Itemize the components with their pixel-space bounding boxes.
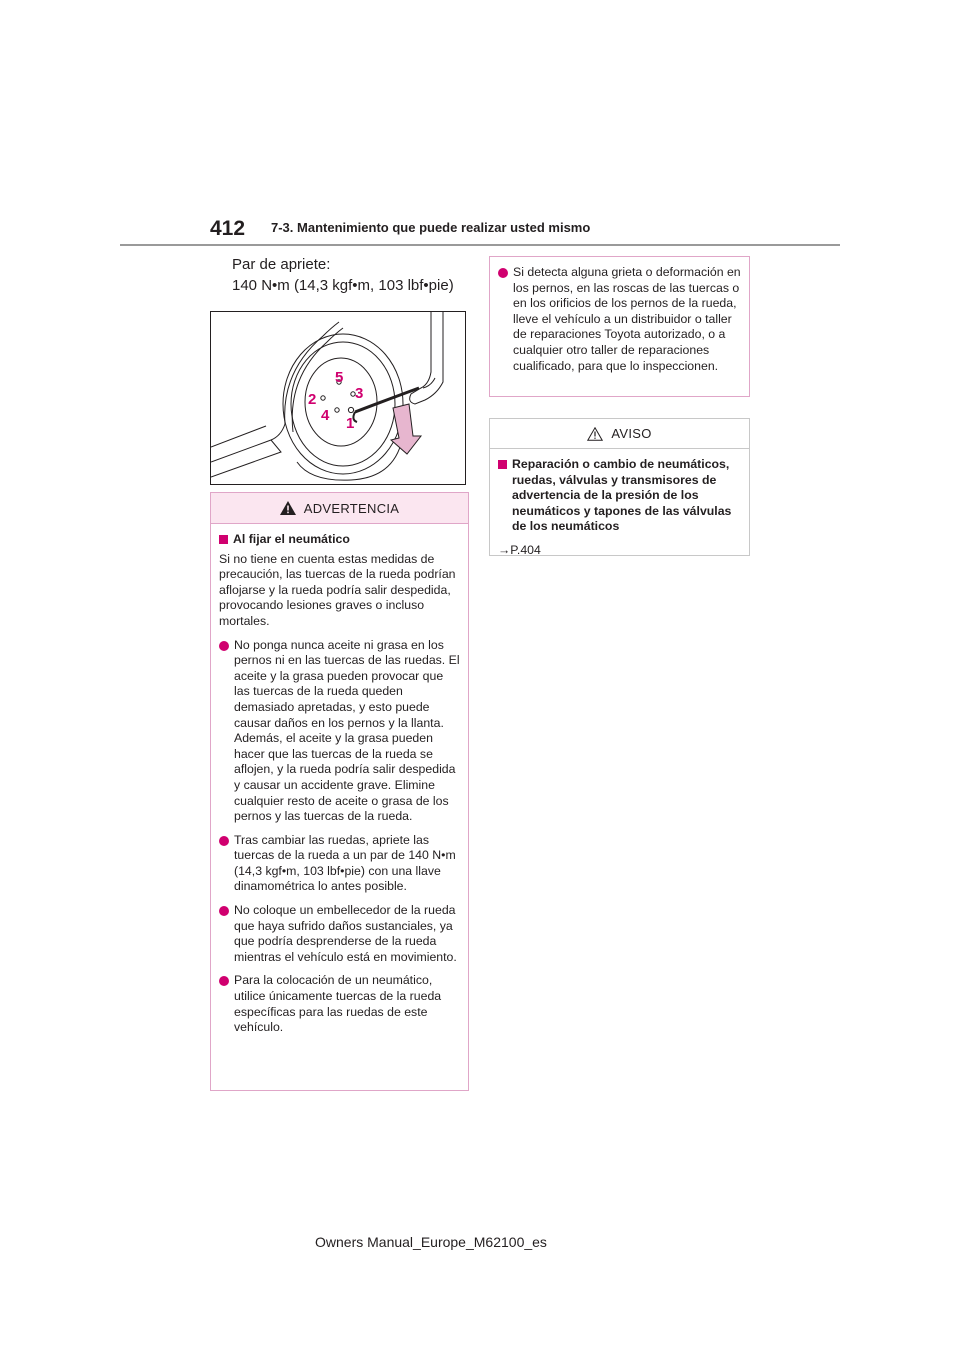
warning-bullet — [219, 903, 460, 965]
torque-value: 140 N•m (14,3 kgf•m, 103 lbf•pie) — [232, 277, 454, 294]
page-reference-link[interactable]: →P.404 — [498, 542, 541, 557]
warning-bullet — [219, 973, 460, 1035]
notice-title: AVISO — [611, 426, 652, 441]
page-number: 412 — [210, 217, 246, 240]
warning-bullet-text: Si detecta alguna grieta o deformación en los pernos, en las roscas de las tuercas o en los orificios de los pernos de la rueda, lleve el vehículo a un distribuidor o taller de reparaciones Toyota autorizado, o a cualquier otro taller de reparaciones cualificado, para que lo inspeccionen. — [513, 265, 741, 373]
nut-number-2: 2 — [308, 391, 317, 408]
bullet-dot-icon — [498, 268, 508, 278]
warning-sub-heading — [219, 532, 460, 548]
section-title: 7-3. Mantenimiento que puede realizar usted mismo — [271, 220, 591, 235]
torque-label: Par de apriete: — [232, 256, 331, 273]
footer-manual-id: Owners Manual_Europe_M62100_es — [315, 1234, 547, 1250]
wheel-tightening-illustration — [210, 311, 466, 485]
warning-body — [211, 524, 468, 1036]
warning-bullet — [498, 265, 741, 374]
warning-title: ADVERTENCIA — [303, 500, 400, 516]
warning-sub-heading-text: Al fijar el neumático — [233, 532, 350, 546]
warning-bullet-text: No ponga nunca aceite ni grasa en los pernos ni en las tuercas de las ruedas. El aceite y la grasa pueden provocar que las tuercas de la rueda queden demasiado apretadas, y esto puede causar daños en los pernos y la llanta. Además, el aceite y la grasa pueden hacer que las tuercas de la rueda se aflojen, y la rueda podría salir despedida y causar un accidente grave. Elimine cualquier resto de aceite o grasa de los pernos y las tuercas de la rueda. — [234, 637, 460, 824]
warning-continuation-box — [489, 256, 750, 397]
warning-continuation-body — [490, 257, 749, 374]
warning-box — [210, 492, 469, 1091]
square-bullet-icon — [219, 535, 228, 544]
warning-bullet — [219, 833, 460, 895]
wheel-wrench-drawing — [211, 312, 465, 484]
bullet-dot-icon — [219, 976, 229, 986]
notice-sub-heading-text: Reparación o cambio de neumáticos, ruedas, válvulas y transmisores de advertencia de la presión de los neumáticos y tapones de las válvulas de los neumáticos — [512, 457, 732, 534]
notice-sub-heading — [498, 457, 741, 535]
caution-triangle-icon — [587, 427, 603, 441]
nut-number-4: 4 — [321, 407, 330, 424]
warning-triangle-icon — [280, 501, 296, 515]
warning-bullet-text: No coloque un embellecedor de la rueda que haya sufrido daños sustanciales, ya que podría desprenderse de la rueda mientras el vehículo está en movimiento. — [234, 903, 457, 964]
notice-body — [490, 449, 749, 559]
bullet-dot-icon — [219, 641, 229, 651]
warning-intro: Si no tiene en cuenta estas medidas de precaución, las tuercas de la rueda podrían aflojarse y la rueda podría salir despedida, provocando lesiones graves o incluso mortales. — [219, 551, 456, 628]
warning-bullet-text: Tras cambiar las ruedas, apriete las tuercas de la rueda a un par de 140 N•m (14,3 kgf•m, 103 lbf•pie) con una llave dinamométrica lo antes posible. — [234, 832, 456, 894]
warning-header — [211, 493, 468, 524]
notice-header — [490, 419, 749, 449]
warning-bullet-text: Para la colocación de un neumático, utilice únicamente tuercas de la rueda específicas para las ruedas de este vehículo. — [234, 973, 442, 1035]
bullet-dot-icon — [219, 836, 229, 846]
nut-number-1: 1 — [346, 415, 355, 432]
warning-bullet — [219, 638, 460, 825]
bullet-dot-icon — [219, 906, 229, 916]
notice-box — [489, 418, 750, 556]
nut-number-5: 5 — [335, 369, 344, 386]
header-divider — [120, 244, 840, 246]
square-bullet-icon — [498, 460, 507, 469]
nut-number-3: 3 — [355, 385, 364, 402]
